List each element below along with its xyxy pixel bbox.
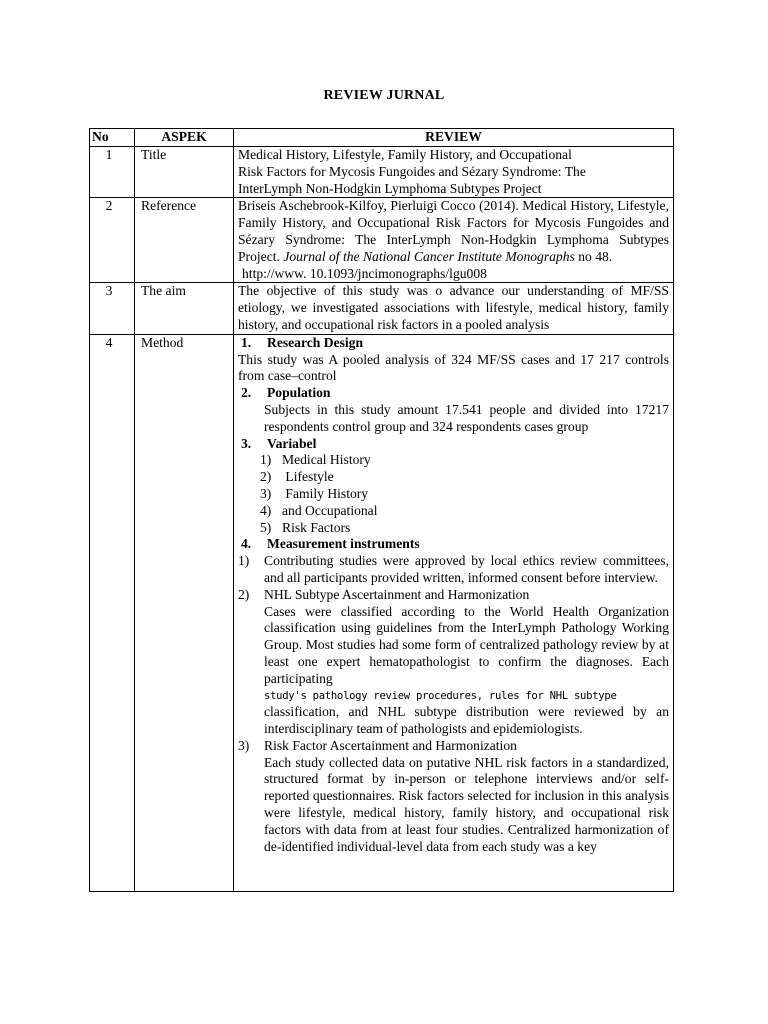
- row-review: [234, 334, 674, 891]
- row-review: [234, 147, 674, 198]
- table-row: [90, 283, 674, 334]
- table-row: [90, 334, 674, 891]
- list-item: 2) NHL Subtype Ascertainment and Harmonization: [238, 586, 530, 602]
- section-variabel: 3. Variabel: [241, 435, 317, 451]
- research-design-text: This study was A pooled analysis of 324 MF/SS cases and 17 217 controls from case–control: [238, 351, 669, 384]
- section-measurement: 4. Measurement instruments: [241, 536, 420, 552]
- header-aspek: ASPEK: [135, 129, 234, 147]
- journal-issue: no 48.: [578, 248, 613, 264]
- population-text: Subjects in this study amount 17.541 people and divided into 17217 respondents control group and 324 respondents cases group: [264, 401, 669, 434]
- table-row: [90, 198, 674, 283]
- nhl-subtype-text: Cases were classified according to the World Health Organization classification using guidelines from the InterLymph Pathology Working Group. Most studies had some form of centralized pathology review by at least one expert hematopathologist to confirm the diagnoses. Each participating study's pathology review procedures, rules for NHL subtype classification, and NHL subtype distribution were reviewed by an interdisciplinary team of pathologists and epidemiologists.: [264, 603, 669, 737]
- list-item: 3) Risk Factor Ascertainment and Harmonization: [238, 737, 517, 753]
- title-line: InterLymph Non-Hodgkin Lymphoma Subtypes Project: [238, 180, 542, 196]
- risk-factor-text: Each study collected data on putative NHL risk factors in a standardized, structured format by in-person or telephone interviews and/or self-reported questionnaires. Risk factors selected for inclusion in this analysis were lifestyle, medical history, family history, and occupational risk factors with data from at least four studies. Centralized harmonization of de-identified individual-level data from each study was a key: [264, 754, 669, 854]
- table-header-row: [90, 129, 674, 147]
- row-aspek: Reference: [135, 198, 234, 283]
- title-line: Medical History, Lifestyle, Family History, and Occupational: [238, 147, 572, 162]
- table-row: [90, 147, 674, 198]
- row-aspek: The aim: [135, 283, 234, 334]
- header-no: No: [90, 129, 135, 147]
- reference-citation: Briseis Aschebrook-Kilfoy, Pierluigi Cocco (2014). Medical History, Lifestyle, Family History, and Occupational Risk Factors for Mycosis Fungoides and Sézary Syndrome: The InterLymph Non-Hodgkin Lymphoma Subtypes Project.: [238, 198, 669, 264]
- list-item: 2) Lifestyle: [260, 469, 334, 485]
- reference-url: http://www. 10.1093/jncimonographs/lgu008: [242, 265, 487, 281]
- list-item: 1) Medical History: [260, 452, 371, 468]
- review-table: [89, 128, 674, 892]
- row-aspek: Method: [135, 334, 234, 891]
- header-review: REVIEW: [234, 129, 674, 147]
- row-aspek: Title: [135, 147, 234, 198]
- list-item: 5) Risk Factors: [260, 519, 351, 535]
- row-number: 4: [90, 334, 135, 891]
- row-review: [234, 198, 674, 283]
- section-population: 2. Population: [241, 385, 331, 401]
- row-number: 1: [90, 147, 135, 198]
- title-line: Risk Factors for Mycosis Fungoides and Sézary Syndrome: The: [238, 163, 586, 179]
- row-review: The objective of this study was o advance our understanding of MF/SS etiology, we investigated associations with lifestyle, medical history, family history, and occupational risk factors in a pooled analysis: [234, 283, 674, 334]
- list-item: 3) Family History: [260, 485, 369, 501]
- document-title: REVIEW JURNAL: [323, 88, 445, 103]
- list-item: 4) and Occupational: [260, 502, 378, 518]
- journal-name: Journal of the National Cancer Institute Monographs: [283, 248, 575, 264]
- row-number: 3: [90, 283, 135, 334]
- row-number: 2: [90, 198, 135, 283]
- section-research-design: 1. Research Design: [241, 334, 364, 350]
- list-item: 1) Contributing studies were approved by local ethics review committees, and all participants provided written, informed consent before interview.: [238, 553, 669, 585]
